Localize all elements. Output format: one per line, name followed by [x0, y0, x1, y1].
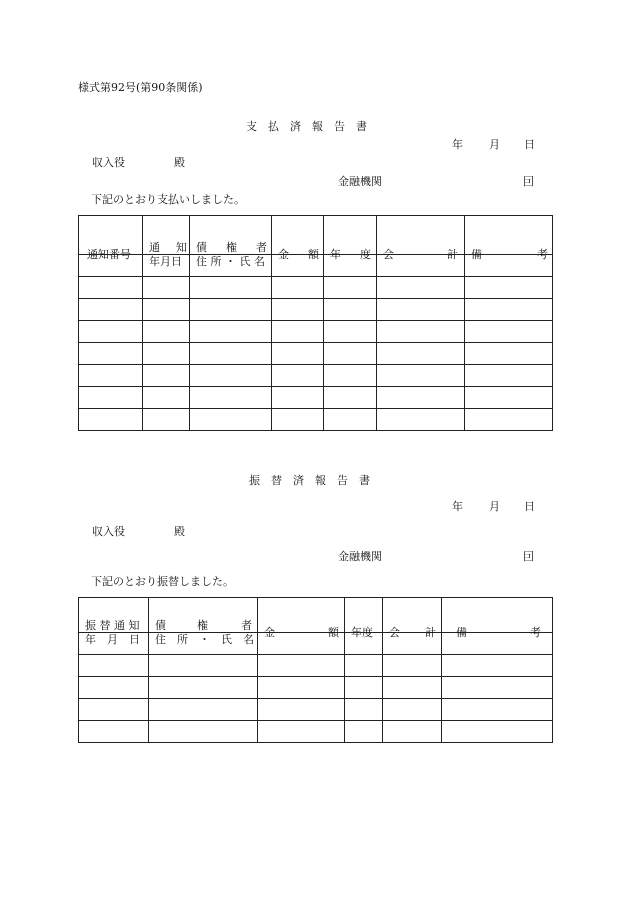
table-cell[interactable]: [143, 277, 190, 299]
table-cell[interactable]: [190, 365, 272, 387]
table-cell[interactable]: [272, 365, 324, 387]
section2-title: 振 替 済 報 告 書: [249, 474, 370, 487]
section2-institution: 金融機関: [338, 550, 382, 563]
table-cell[interactable]: [383, 655, 442, 677]
table-cell[interactable]: [465, 277, 553, 299]
section1-statement: 下記のとおり支払いしました。: [91, 193, 245, 206]
table-cell[interactable]: [79, 409, 143, 431]
table-cell[interactable]: [465, 409, 553, 431]
table-header-row: [79, 216, 553, 255]
table-cell[interactable]: [143, 343, 190, 365]
col-fiscal-year-label: 年: [330, 248, 341, 261]
table-cell[interactable]: [190, 321, 272, 343]
table-cell[interactable]: [272, 277, 324, 299]
table-cell[interactable]: [143, 387, 190, 409]
table-cell[interactable]: [465, 343, 553, 365]
col-remarks: [442, 598, 553, 639]
col-notice-date-label: 知: [176, 241, 187, 254]
table-cell[interactable]: [190, 277, 272, 299]
col-amount-label: 額: [308, 248, 319, 261]
table-cell[interactable]: [272, 343, 324, 365]
table-cell[interactable]: [143, 299, 190, 321]
table-row: [79, 365, 553, 387]
col-notice-date: [143, 216, 190, 268]
col-transfer-notice-date-label: 年 月 日: [85, 633, 140, 646]
table-cell[interactable]: [442, 721, 553, 743]
table-cell[interactable]: [272, 409, 324, 431]
table-cell[interactable]: [465, 299, 553, 321]
table-cell[interactable]: [345, 655, 383, 677]
table-cell[interactable]: [79, 321, 143, 343]
table-cell[interactable]: [465, 387, 553, 409]
col-creditor-label: 住 所 ・ 氏 名: [155, 633, 254, 646]
table-cell[interactable]: [190, 387, 272, 409]
section2-addressee: 収入役: [92, 525, 125, 538]
table-cell[interactable]: [377, 299, 465, 321]
table-cell[interactable]: [345, 699, 383, 721]
table-row: [79, 677, 553, 699]
col-creditor-label: 権: [197, 619, 208, 632]
section1-seal: 囙: [523, 175, 534, 188]
table-header-row: [79, 598, 553, 633]
col-creditor-label: 債: [196, 241, 207, 254]
table-row: [79, 633, 553, 655]
section2-statement: 下記のとおり振替しました。: [91, 575, 234, 588]
col-amount-label: 金: [264, 626, 275, 639]
table-cell[interactable]: [143, 321, 190, 343]
table-cell[interactable]: [190, 409, 272, 431]
table-cell[interactable]: [272, 387, 324, 409]
table-cell[interactable]: [79, 387, 143, 409]
col-creditor-label: 者: [256, 241, 267, 254]
table-cell[interactable]: [377, 365, 465, 387]
col-amount-label: 金: [278, 248, 289, 261]
table-cell[interactable]: [324, 387, 377, 409]
col-remarks-label: 考: [530, 626, 541, 639]
table-cell[interactable]: [79, 721, 149, 743]
payment-report-table: [78, 215, 553, 431]
col-creditor-label: 権: [226, 241, 237, 254]
col-account-label: 計: [425, 626, 436, 639]
table-cell[interactable]: [377, 343, 465, 365]
table-cell[interactable]: [79, 299, 143, 321]
col-account: [377, 216, 465, 261]
table-cell[interactable]: [143, 409, 190, 431]
table-cell[interactable]: [345, 721, 383, 743]
table-cell[interactable]: [442, 699, 553, 721]
section2-date-day: 日: [524, 500, 535, 513]
table-cell[interactable]: [79, 655, 149, 677]
section1-date-year: 年: [452, 138, 463, 151]
col-amount: [272, 216, 324, 261]
col-account-label: 計: [447, 248, 458, 261]
section2-date-year: 年: [452, 500, 463, 513]
table-cell[interactable]: [324, 277, 377, 299]
table-cell[interactable]: [377, 321, 465, 343]
col-transfer-notice-date: [79, 598, 149, 646]
table-row: [79, 343, 553, 365]
table-cell[interactable]: [143, 365, 190, 387]
table-cell[interactable]: [324, 365, 377, 387]
table-cell[interactable]: [79, 677, 149, 699]
section1-institution: 金融機関: [338, 175, 382, 188]
table-cell[interactable]: [442, 677, 553, 699]
table-cell[interactable]: [79, 343, 143, 365]
table-cell[interactable]: [258, 721, 345, 743]
table-cell[interactable]: [442, 655, 553, 677]
table-cell[interactable]: [377, 277, 465, 299]
col-notice-number: [79, 216, 143, 261]
table-cell[interactable]: [258, 655, 345, 677]
col-fiscal-year-label: 度: [360, 248, 371, 261]
table-row: [79, 387, 553, 409]
col-creditor-label: 住 所 ・ 氏 名: [196, 255, 265, 268]
table-cell[interactable]: [324, 321, 377, 343]
table-cell[interactable]: [377, 409, 465, 431]
table-cell[interactable]: [149, 699, 258, 721]
section1-date-day: 日: [524, 138, 535, 151]
table-cell[interactable]: [324, 343, 377, 365]
table-row: [79, 409, 553, 431]
table-cell[interactable]: [465, 365, 553, 387]
table-cell[interactable]: [190, 299, 272, 321]
table-cell[interactable]: [258, 677, 345, 699]
table-cell[interactable]: [79, 365, 143, 387]
table-cell[interactable]: [258, 699, 345, 721]
table-row: [79, 321, 553, 343]
table-row: [79, 699, 553, 721]
col-amount-label: 額: [328, 626, 339, 639]
col-account-label: 会: [389, 626, 400, 639]
col-remarks-label: 考: [537, 248, 548, 261]
section2-date-month: 月: [489, 500, 500, 513]
col-account: [383, 598, 442, 639]
table-cell[interactable]: [377, 387, 465, 409]
table-cell[interactable]: [345, 677, 383, 699]
table-cell[interactable]: [324, 299, 377, 321]
table-row: [79, 299, 553, 321]
table-row: [79, 655, 553, 677]
section1-date-month: 月: [489, 138, 500, 151]
col-account-label: 会: [383, 248, 394, 261]
section1-addressee: 収入役: [92, 156, 125, 169]
table-cell[interactable]: [383, 699, 442, 721]
col-creditor: [190, 216, 272, 268]
transfer-report-table: [78, 597, 553, 743]
col-creditor-label: 債: [155, 619, 166, 632]
col-fiscal-year: [345, 598, 383, 639]
table-cell[interactable]: [324, 409, 377, 431]
col-creditor-label: 者: [241, 619, 252, 632]
col-remarks: [465, 216, 553, 261]
section1-title: 支 払 済 報 告 書: [246, 120, 367, 133]
form-label: 様式第92号(第90条関係): [78, 81, 203, 94]
table-cell[interactable]: [272, 321, 324, 343]
section2-honorific: 殿: [174, 525, 185, 538]
col-transfer-notice-date-label: 振 替 通 知: [85, 619, 140, 632]
table-row: [79, 721, 553, 743]
col-remarks-label: 備: [471, 248, 482, 261]
col-fiscal-year-label: 年度: [351, 626, 373, 639]
table-cell[interactable]: [190, 343, 272, 365]
table-cell[interactable]: [272, 299, 324, 321]
col-notice-date-label: 年月日: [149, 255, 182, 268]
col-fiscal-year: [324, 216, 377, 261]
table-cell[interactable]: [149, 655, 258, 677]
table-cell[interactable]: [79, 699, 149, 721]
col-amount: [258, 598, 345, 639]
col-notice-date-label: 通: [149, 241, 160, 254]
table-cell[interactable]: [149, 721, 258, 743]
section1-honorific: 殿: [174, 156, 185, 169]
table-row: [79, 277, 553, 299]
col-remarks-label: 備: [456, 626, 467, 639]
col-creditor: [149, 598, 258, 646]
table-cell[interactable]: [383, 721, 442, 743]
table-cell[interactable]: [149, 677, 258, 699]
table-cell[interactable]: [383, 677, 442, 699]
col-notice-number-label: 通知番号: [87, 248, 131, 261]
table-cell[interactable]: [465, 321, 553, 343]
section2-seal: 囙: [523, 550, 534, 563]
table-cell[interactable]: [79, 277, 143, 299]
